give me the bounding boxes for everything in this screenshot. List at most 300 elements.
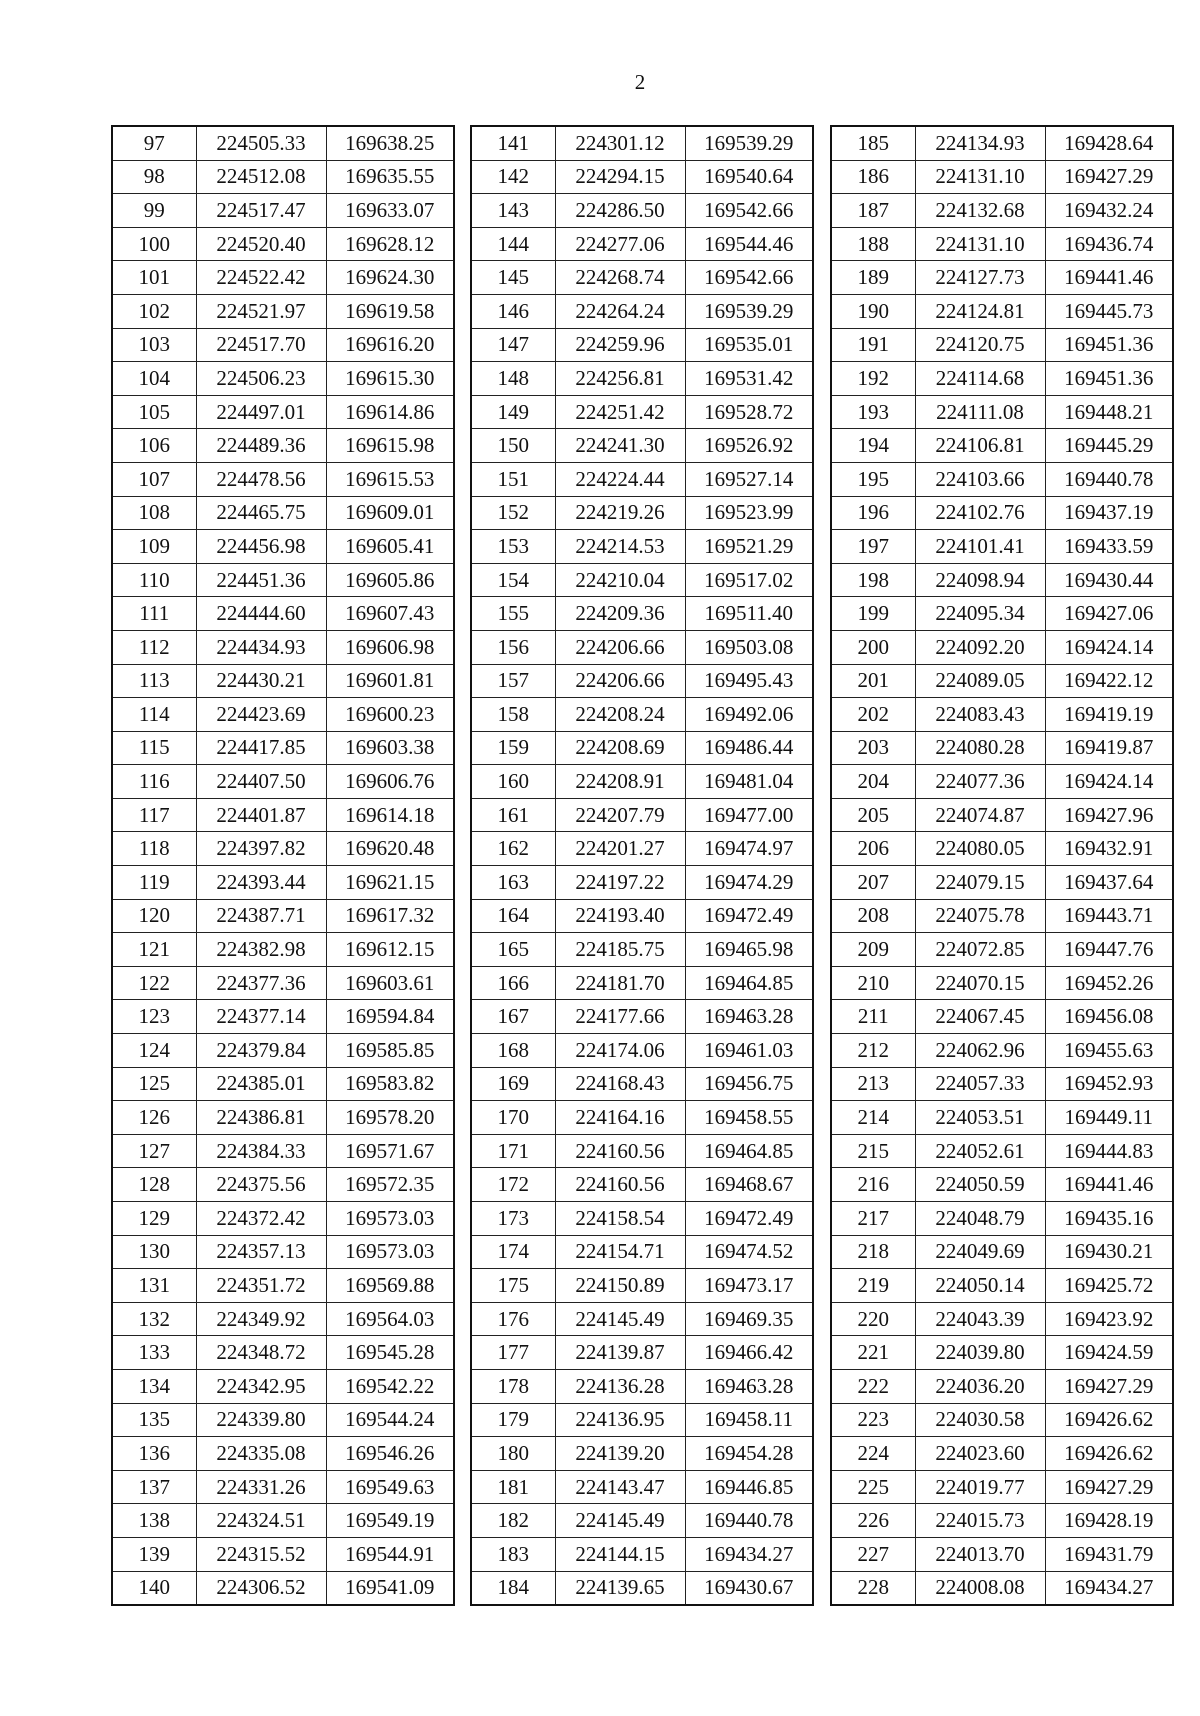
y-coordinate-cell: 169544.24 xyxy=(326,1403,454,1437)
x-coordinate-cell: 224331.26 xyxy=(196,1470,326,1504)
point-number-cell: 214 xyxy=(831,1101,915,1135)
table-row xyxy=(831,160,1173,194)
point-number-cell: 199 xyxy=(831,597,915,631)
point-number-cell: 218 xyxy=(831,1235,915,1269)
point-number-cell: 215 xyxy=(831,1134,915,1168)
y-coordinate-cell: 169511.40 xyxy=(685,597,813,631)
y-coordinate-cell: 169473.17 xyxy=(685,1269,813,1303)
table-row xyxy=(831,1134,1173,1168)
point-number-cell: 158 xyxy=(471,698,555,732)
y-coordinate-cell: 169427.06 xyxy=(1045,597,1173,631)
point-number-cell: 142 xyxy=(471,160,555,194)
y-coordinate-cell: 169432.24 xyxy=(1045,194,1173,228)
table-row xyxy=(831,866,1173,900)
table-row xyxy=(112,429,454,463)
point-number-cell: 139 xyxy=(112,1537,196,1571)
y-coordinate-cell: 169571.67 xyxy=(326,1134,454,1168)
x-coordinate-cell: 224103.66 xyxy=(915,462,1045,496)
table-row xyxy=(112,798,454,832)
x-coordinate-cell: 224259.96 xyxy=(555,328,685,362)
table-row xyxy=(471,1000,813,1034)
table-row xyxy=(112,1571,454,1605)
y-coordinate-cell: 169440.78 xyxy=(1045,462,1173,496)
y-coordinate-cell: 169517.02 xyxy=(685,563,813,597)
y-coordinate-cell: 169605.41 xyxy=(326,530,454,564)
point-number-cell: 169 xyxy=(471,1067,555,1101)
table-row xyxy=(831,664,1173,698)
table-row xyxy=(831,966,1173,1000)
point-number-cell: 155 xyxy=(471,597,555,631)
x-coordinate-cell: 224517.47 xyxy=(196,194,326,228)
x-coordinate-cell: 224349.92 xyxy=(196,1302,326,1336)
x-coordinate-cell: 224351.72 xyxy=(196,1269,326,1303)
y-coordinate-cell: 169436.74 xyxy=(1045,227,1173,261)
point-number-cell: 182 xyxy=(471,1504,555,1538)
table-row xyxy=(471,1134,813,1168)
table-row xyxy=(471,362,813,396)
point-number-cell: 177 xyxy=(471,1336,555,1370)
point-number-cell: 98 xyxy=(112,160,196,194)
x-coordinate-cell: 224384.33 xyxy=(196,1134,326,1168)
y-coordinate-cell: 169540.64 xyxy=(685,160,813,194)
x-coordinate-cell: 224077.36 xyxy=(915,765,1045,799)
x-coordinate-cell: 224145.49 xyxy=(555,1302,685,1336)
x-coordinate-cell: 224089.05 xyxy=(915,664,1045,698)
y-coordinate-cell: 169549.63 xyxy=(326,1470,454,1504)
table-row xyxy=(831,126,1173,160)
point-number-cell: 175 xyxy=(471,1269,555,1303)
point-number-cell: 222 xyxy=(831,1369,915,1403)
x-coordinate-cell: 224072.85 xyxy=(915,933,1045,967)
point-number-cell: 219 xyxy=(831,1269,915,1303)
table-row xyxy=(471,1470,813,1504)
table-row xyxy=(831,395,1173,429)
table-row xyxy=(112,1537,454,1571)
table-row xyxy=(831,1437,1173,1471)
x-coordinate-cell: 224124.81 xyxy=(915,294,1045,328)
table-row xyxy=(831,496,1173,530)
point-number-cell: 117 xyxy=(112,798,196,832)
x-coordinate-cell: 224512.08 xyxy=(196,160,326,194)
point-number-cell: 138 xyxy=(112,1504,196,1538)
point-number-cell: 159 xyxy=(471,731,555,765)
table-row xyxy=(831,1168,1173,1202)
table-row xyxy=(831,630,1173,664)
y-coordinate-cell: 169531.42 xyxy=(685,362,813,396)
table-row xyxy=(112,597,454,631)
table-row xyxy=(831,1537,1173,1571)
x-coordinate-cell: 224168.43 xyxy=(555,1067,685,1101)
y-coordinate-cell: 169419.19 xyxy=(1045,698,1173,732)
y-coordinate-cell: 169526.92 xyxy=(685,429,813,463)
point-number-cell: 195 xyxy=(831,462,915,496)
point-number-cell: 118 xyxy=(112,832,196,866)
table-row xyxy=(112,1235,454,1269)
y-coordinate-cell: 169521.29 xyxy=(685,530,813,564)
point-number-cell: 174 xyxy=(471,1235,555,1269)
x-coordinate-cell: 224049.69 xyxy=(915,1235,1045,1269)
x-coordinate-cell: 224177.66 xyxy=(555,1000,685,1034)
point-number-cell: 173 xyxy=(471,1202,555,1236)
x-coordinate-cell: 224062.96 xyxy=(915,1034,1045,1068)
table-row xyxy=(471,1302,813,1336)
y-coordinate-cell: 169607.43 xyxy=(326,597,454,631)
table-row xyxy=(471,395,813,429)
x-coordinate-cell: 224080.05 xyxy=(915,832,1045,866)
x-coordinate-cell: 224043.39 xyxy=(915,1302,1045,1336)
y-coordinate-cell: 169492.06 xyxy=(685,698,813,732)
table-row xyxy=(112,1101,454,1135)
x-coordinate-cell: 224101.41 xyxy=(915,530,1045,564)
y-coordinate-cell: 169424.14 xyxy=(1045,765,1173,799)
point-number-cell: 192 xyxy=(831,362,915,396)
x-coordinate-cell: 224127.73 xyxy=(915,261,1045,295)
y-coordinate-cell: 169615.30 xyxy=(326,362,454,396)
table-row xyxy=(112,1067,454,1101)
table-row xyxy=(112,362,454,396)
x-coordinate-cell: 224324.51 xyxy=(196,1504,326,1538)
x-coordinate-cell: 224522.42 xyxy=(196,261,326,295)
point-number-cell: 154 xyxy=(471,563,555,597)
table-row xyxy=(112,530,454,564)
y-coordinate-cell: 169609.01 xyxy=(326,496,454,530)
point-number-cell: 107 xyxy=(112,462,196,496)
table-row xyxy=(471,866,813,900)
y-coordinate-cell: 169435.16 xyxy=(1045,1202,1173,1236)
point-number-cell: 172 xyxy=(471,1168,555,1202)
y-coordinate-cell: 169616.20 xyxy=(326,328,454,362)
table-row xyxy=(112,1369,454,1403)
table-row xyxy=(831,194,1173,228)
y-coordinate-cell: 169569.88 xyxy=(326,1269,454,1303)
y-coordinate-cell: 169434.27 xyxy=(685,1537,813,1571)
x-coordinate-cell: 224423.69 xyxy=(196,698,326,732)
table-row xyxy=(831,1504,1173,1538)
table-row xyxy=(471,462,813,496)
y-coordinate-cell: 169463.28 xyxy=(685,1000,813,1034)
table-row xyxy=(112,866,454,900)
y-coordinate-cell: 169433.59 xyxy=(1045,530,1173,564)
table-row xyxy=(831,1235,1173,1269)
table-row xyxy=(112,160,454,194)
y-coordinate-cell: 169621.15 xyxy=(326,866,454,900)
point-number-cell: 186 xyxy=(831,160,915,194)
table-row xyxy=(471,261,813,295)
point-number-cell: 103 xyxy=(112,328,196,362)
y-coordinate-cell: 169444.83 xyxy=(1045,1134,1173,1168)
x-coordinate-cell: 224036.20 xyxy=(915,1369,1045,1403)
y-coordinate-cell: 169477.00 xyxy=(685,798,813,832)
x-coordinate-cell: 224306.52 xyxy=(196,1571,326,1605)
y-coordinate-cell: 169464.85 xyxy=(685,1134,813,1168)
x-coordinate-cell: 224385.01 xyxy=(196,1067,326,1101)
point-number-cell: 157 xyxy=(471,664,555,698)
y-coordinate-cell: 169600.23 xyxy=(326,698,454,732)
x-coordinate-cell: 224164.16 xyxy=(555,1101,685,1135)
point-number-cell: 102 xyxy=(112,294,196,328)
table-row xyxy=(471,798,813,832)
point-number-cell: 200 xyxy=(831,630,915,664)
table-row xyxy=(471,899,813,933)
table-row xyxy=(471,1369,813,1403)
y-coordinate-cell: 169468.67 xyxy=(685,1168,813,1202)
table-row xyxy=(471,597,813,631)
y-coordinate-cell: 169549.19 xyxy=(326,1504,454,1538)
point-number-cell: 110 xyxy=(112,563,196,597)
table-row xyxy=(471,1437,813,1471)
table-row xyxy=(112,261,454,295)
y-coordinate-cell: 169441.46 xyxy=(1045,1168,1173,1202)
x-coordinate-cell: 224136.28 xyxy=(555,1369,685,1403)
y-coordinate-cell: 169544.91 xyxy=(326,1537,454,1571)
table-row xyxy=(831,832,1173,866)
x-coordinate-cell: 224023.60 xyxy=(915,1437,1045,1471)
x-coordinate-cell: 224456.98 xyxy=(196,530,326,564)
y-coordinate-cell: 169463.28 xyxy=(685,1369,813,1403)
table-row xyxy=(112,899,454,933)
point-number-cell: 112 xyxy=(112,630,196,664)
y-coordinate-cell: 169426.62 xyxy=(1045,1437,1173,1471)
point-number-cell: 151 xyxy=(471,462,555,496)
point-number-cell: 148 xyxy=(471,362,555,396)
point-number-cell: 176 xyxy=(471,1302,555,1336)
x-coordinate-cell: 224224.44 xyxy=(555,462,685,496)
point-number-cell: 116 xyxy=(112,765,196,799)
table-row xyxy=(112,832,454,866)
y-coordinate-cell: 169474.29 xyxy=(685,866,813,900)
point-number-cell: 135 xyxy=(112,1403,196,1437)
point-number-cell: 97 xyxy=(112,126,196,160)
x-coordinate-cell: 224197.22 xyxy=(555,866,685,900)
x-coordinate-cell: 224185.75 xyxy=(555,933,685,967)
x-coordinate-cell: 224080.28 xyxy=(915,731,1045,765)
y-coordinate-cell: 169544.46 xyxy=(685,227,813,261)
x-coordinate-cell: 224111.08 xyxy=(915,395,1045,429)
x-coordinate-cell: 224057.33 xyxy=(915,1067,1045,1101)
point-number-cell: 184 xyxy=(471,1571,555,1605)
table-row xyxy=(831,1101,1173,1135)
x-coordinate-cell: 224209.36 xyxy=(555,597,685,631)
y-coordinate-cell: 169539.29 xyxy=(685,126,813,160)
x-coordinate-cell: 224083.43 xyxy=(915,698,1045,732)
table-row xyxy=(112,1202,454,1236)
coordinates-table-1 xyxy=(111,125,455,1606)
x-coordinate-cell: 224342.95 xyxy=(196,1369,326,1403)
point-number-cell: 207 xyxy=(831,866,915,900)
x-coordinate-cell: 224114.68 xyxy=(915,362,1045,396)
x-coordinate-cell: 224136.95 xyxy=(555,1403,685,1437)
table-row xyxy=(471,126,813,160)
y-coordinate-cell: 169585.85 xyxy=(326,1034,454,1068)
x-coordinate-cell: 224315.52 xyxy=(196,1537,326,1571)
point-number-cell: 114 xyxy=(112,698,196,732)
y-coordinate-cell: 169455.63 xyxy=(1045,1034,1173,1068)
x-coordinate-cell: 224015.73 xyxy=(915,1504,1045,1538)
x-coordinate-cell: 224382.98 xyxy=(196,933,326,967)
table-row xyxy=(471,1504,813,1538)
point-number-cell: 178 xyxy=(471,1369,555,1403)
table-row xyxy=(471,227,813,261)
point-number-cell: 100 xyxy=(112,227,196,261)
point-number-cell: 220 xyxy=(831,1302,915,1336)
table-row xyxy=(471,1202,813,1236)
y-coordinate-cell: 169427.29 xyxy=(1045,160,1173,194)
x-coordinate-cell: 224120.75 xyxy=(915,328,1045,362)
y-coordinate-cell: 169434.27 xyxy=(1045,1571,1173,1605)
point-number-cell: 221 xyxy=(831,1336,915,1370)
point-number-cell: 163 xyxy=(471,866,555,900)
table-row xyxy=(471,563,813,597)
table-row xyxy=(831,798,1173,832)
x-coordinate-cell: 224444.60 xyxy=(196,597,326,631)
point-number-cell: 124 xyxy=(112,1034,196,1068)
point-number-cell: 106 xyxy=(112,429,196,463)
point-number-cell: 130 xyxy=(112,1235,196,1269)
y-coordinate-cell: 169606.98 xyxy=(326,630,454,664)
x-coordinate-cell: 224286.50 xyxy=(555,194,685,228)
point-number-cell: 160 xyxy=(471,765,555,799)
x-coordinate-cell: 224377.36 xyxy=(196,966,326,1000)
y-coordinate-cell: 169615.53 xyxy=(326,462,454,496)
point-number-cell: 223 xyxy=(831,1403,915,1437)
x-coordinate-cell: 224520.40 xyxy=(196,227,326,261)
table-row xyxy=(471,530,813,564)
y-coordinate-cell: 169539.29 xyxy=(685,294,813,328)
point-number-cell: 122 xyxy=(112,966,196,1000)
table-row xyxy=(112,496,454,530)
table-row xyxy=(112,1470,454,1504)
point-number-cell: 156 xyxy=(471,630,555,664)
point-number-cell: 153 xyxy=(471,530,555,564)
y-coordinate-cell: 169564.03 xyxy=(326,1302,454,1336)
y-coordinate-cell: 169454.28 xyxy=(685,1437,813,1471)
point-number-cell: 137 xyxy=(112,1470,196,1504)
x-coordinate-cell: 224268.74 xyxy=(555,261,685,295)
point-number-cell: 126 xyxy=(112,1101,196,1135)
point-number-cell: 147 xyxy=(471,328,555,362)
table-row xyxy=(831,597,1173,631)
point-number-cell: 113 xyxy=(112,664,196,698)
table-row xyxy=(831,899,1173,933)
x-coordinate-cell: 224052.61 xyxy=(915,1134,1045,1168)
x-coordinate-cell: 224208.69 xyxy=(555,731,685,765)
point-number-cell: 109 xyxy=(112,530,196,564)
point-number-cell: 217 xyxy=(831,1202,915,1236)
y-coordinate-cell: 169617.32 xyxy=(326,899,454,933)
x-coordinate-cell: 224102.76 xyxy=(915,496,1045,530)
point-number-cell: 180 xyxy=(471,1437,555,1471)
y-coordinate-cell: 169446.85 xyxy=(685,1470,813,1504)
table-row xyxy=(112,698,454,732)
x-coordinate-cell: 224505.33 xyxy=(196,126,326,160)
y-coordinate-cell: 169466.42 xyxy=(685,1336,813,1370)
y-coordinate-cell: 169605.86 xyxy=(326,563,454,597)
table-row xyxy=(831,530,1173,564)
point-number-cell: 144 xyxy=(471,227,555,261)
point-number-cell: 206 xyxy=(831,832,915,866)
y-coordinate-cell: 169619.58 xyxy=(326,294,454,328)
x-coordinate-cell: 224256.81 xyxy=(555,362,685,396)
point-number-cell: 225 xyxy=(831,1470,915,1504)
table-row xyxy=(831,328,1173,362)
point-number-cell: 149 xyxy=(471,395,555,429)
table-row xyxy=(112,227,454,261)
y-coordinate-cell: 169440.78 xyxy=(685,1504,813,1538)
point-number-cell: 105 xyxy=(112,395,196,429)
table-row xyxy=(471,1336,813,1370)
x-coordinate-cell: 224154.71 xyxy=(555,1235,685,1269)
x-coordinate-cell: 224207.79 xyxy=(555,798,685,832)
y-coordinate-cell: 169424.14 xyxy=(1045,630,1173,664)
table-row xyxy=(471,160,813,194)
y-coordinate-cell: 169603.38 xyxy=(326,731,454,765)
y-coordinate-cell: 169615.98 xyxy=(326,429,454,463)
table-row xyxy=(471,429,813,463)
y-coordinate-cell: 169635.55 xyxy=(326,160,454,194)
table-row xyxy=(831,429,1173,463)
x-coordinate-cell: 224053.51 xyxy=(915,1101,1045,1135)
point-number-cell: 129 xyxy=(112,1202,196,1236)
y-coordinate-cell: 169620.48 xyxy=(326,832,454,866)
x-coordinate-cell: 224098.94 xyxy=(915,563,1045,597)
x-coordinate-cell: 224294.15 xyxy=(555,160,685,194)
point-number-cell: 123 xyxy=(112,1000,196,1034)
point-number-cell: 150 xyxy=(471,429,555,463)
point-number-cell: 166 xyxy=(471,966,555,1000)
point-number-cell: 164 xyxy=(471,899,555,933)
x-coordinate-cell: 224132.68 xyxy=(915,194,1045,228)
table-row xyxy=(112,126,454,160)
point-number-cell: 227 xyxy=(831,1537,915,1571)
y-coordinate-cell: 169431.79 xyxy=(1045,1537,1173,1571)
x-coordinate-cell: 224348.72 xyxy=(196,1336,326,1370)
y-coordinate-cell: 169612.15 xyxy=(326,933,454,967)
x-coordinate-cell: 224139.87 xyxy=(555,1336,685,1370)
y-coordinate-cell: 169445.29 xyxy=(1045,429,1173,463)
y-coordinate-cell: 169437.19 xyxy=(1045,496,1173,530)
point-number-cell: 171 xyxy=(471,1134,555,1168)
table-row xyxy=(831,563,1173,597)
table-row xyxy=(112,1302,454,1336)
point-number-cell: 127 xyxy=(112,1134,196,1168)
table-row xyxy=(471,1168,813,1202)
point-number-cell: 183 xyxy=(471,1537,555,1571)
x-coordinate-cell: 224150.89 xyxy=(555,1269,685,1303)
x-coordinate-cell: 224489.36 xyxy=(196,429,326,463)
y-coordinate-cell: 169437.64 xyxy=(1045,866,1173,900)
x-coordinate-cell: 224497.01 xyxy=(196,395,326,429)
page-number: 2 xyxy=(634,70,646,94)
x-coordinate-cell: 224387.71 xyxy=(196,899,326,933)
x-coordinate-cell: 224241.30 xyxy=(555,429,685,463)
x-coordinate-cell: 224372.42 xyxy=(196,1202,326,1236)
point-number-cell: 208 xyxy=(831,899,915,933)
x-coordinate-cell: 224386.81 xyxy=(196,1101,326,1135)
x-coordinate-cell: 224131.10 xyxy=(915,160,1045,194)
point-number-cell: 196 xyxy=(831,496,915,530)
table-row xyxy=(112,664,454,698)
table-row xyxy=(471,1537,813,1571)
table-row xyxy=(471,328,813,362)
x-coordinate-cell: 224201.27 xyxy=(555,832,685,866)
point-number-cell: 121 xyxy=(112,933,196,967)
table-row xyxy=(471,1269,813,1303)
y-coordinate-cell: 169542.66 xyxy=(685,194,813,228)
y-coordinate-cell: 169445.73 xyxy=(1045,294,1173,328)
x-coordinate-cell: 224214.53 xyxy=(555,530,685,564)
point-number-cell: 191 xyxy=(831,328,915,362)
x-coordinate-cell: 224375.56 xyxy=(196,1168,326,1202)
